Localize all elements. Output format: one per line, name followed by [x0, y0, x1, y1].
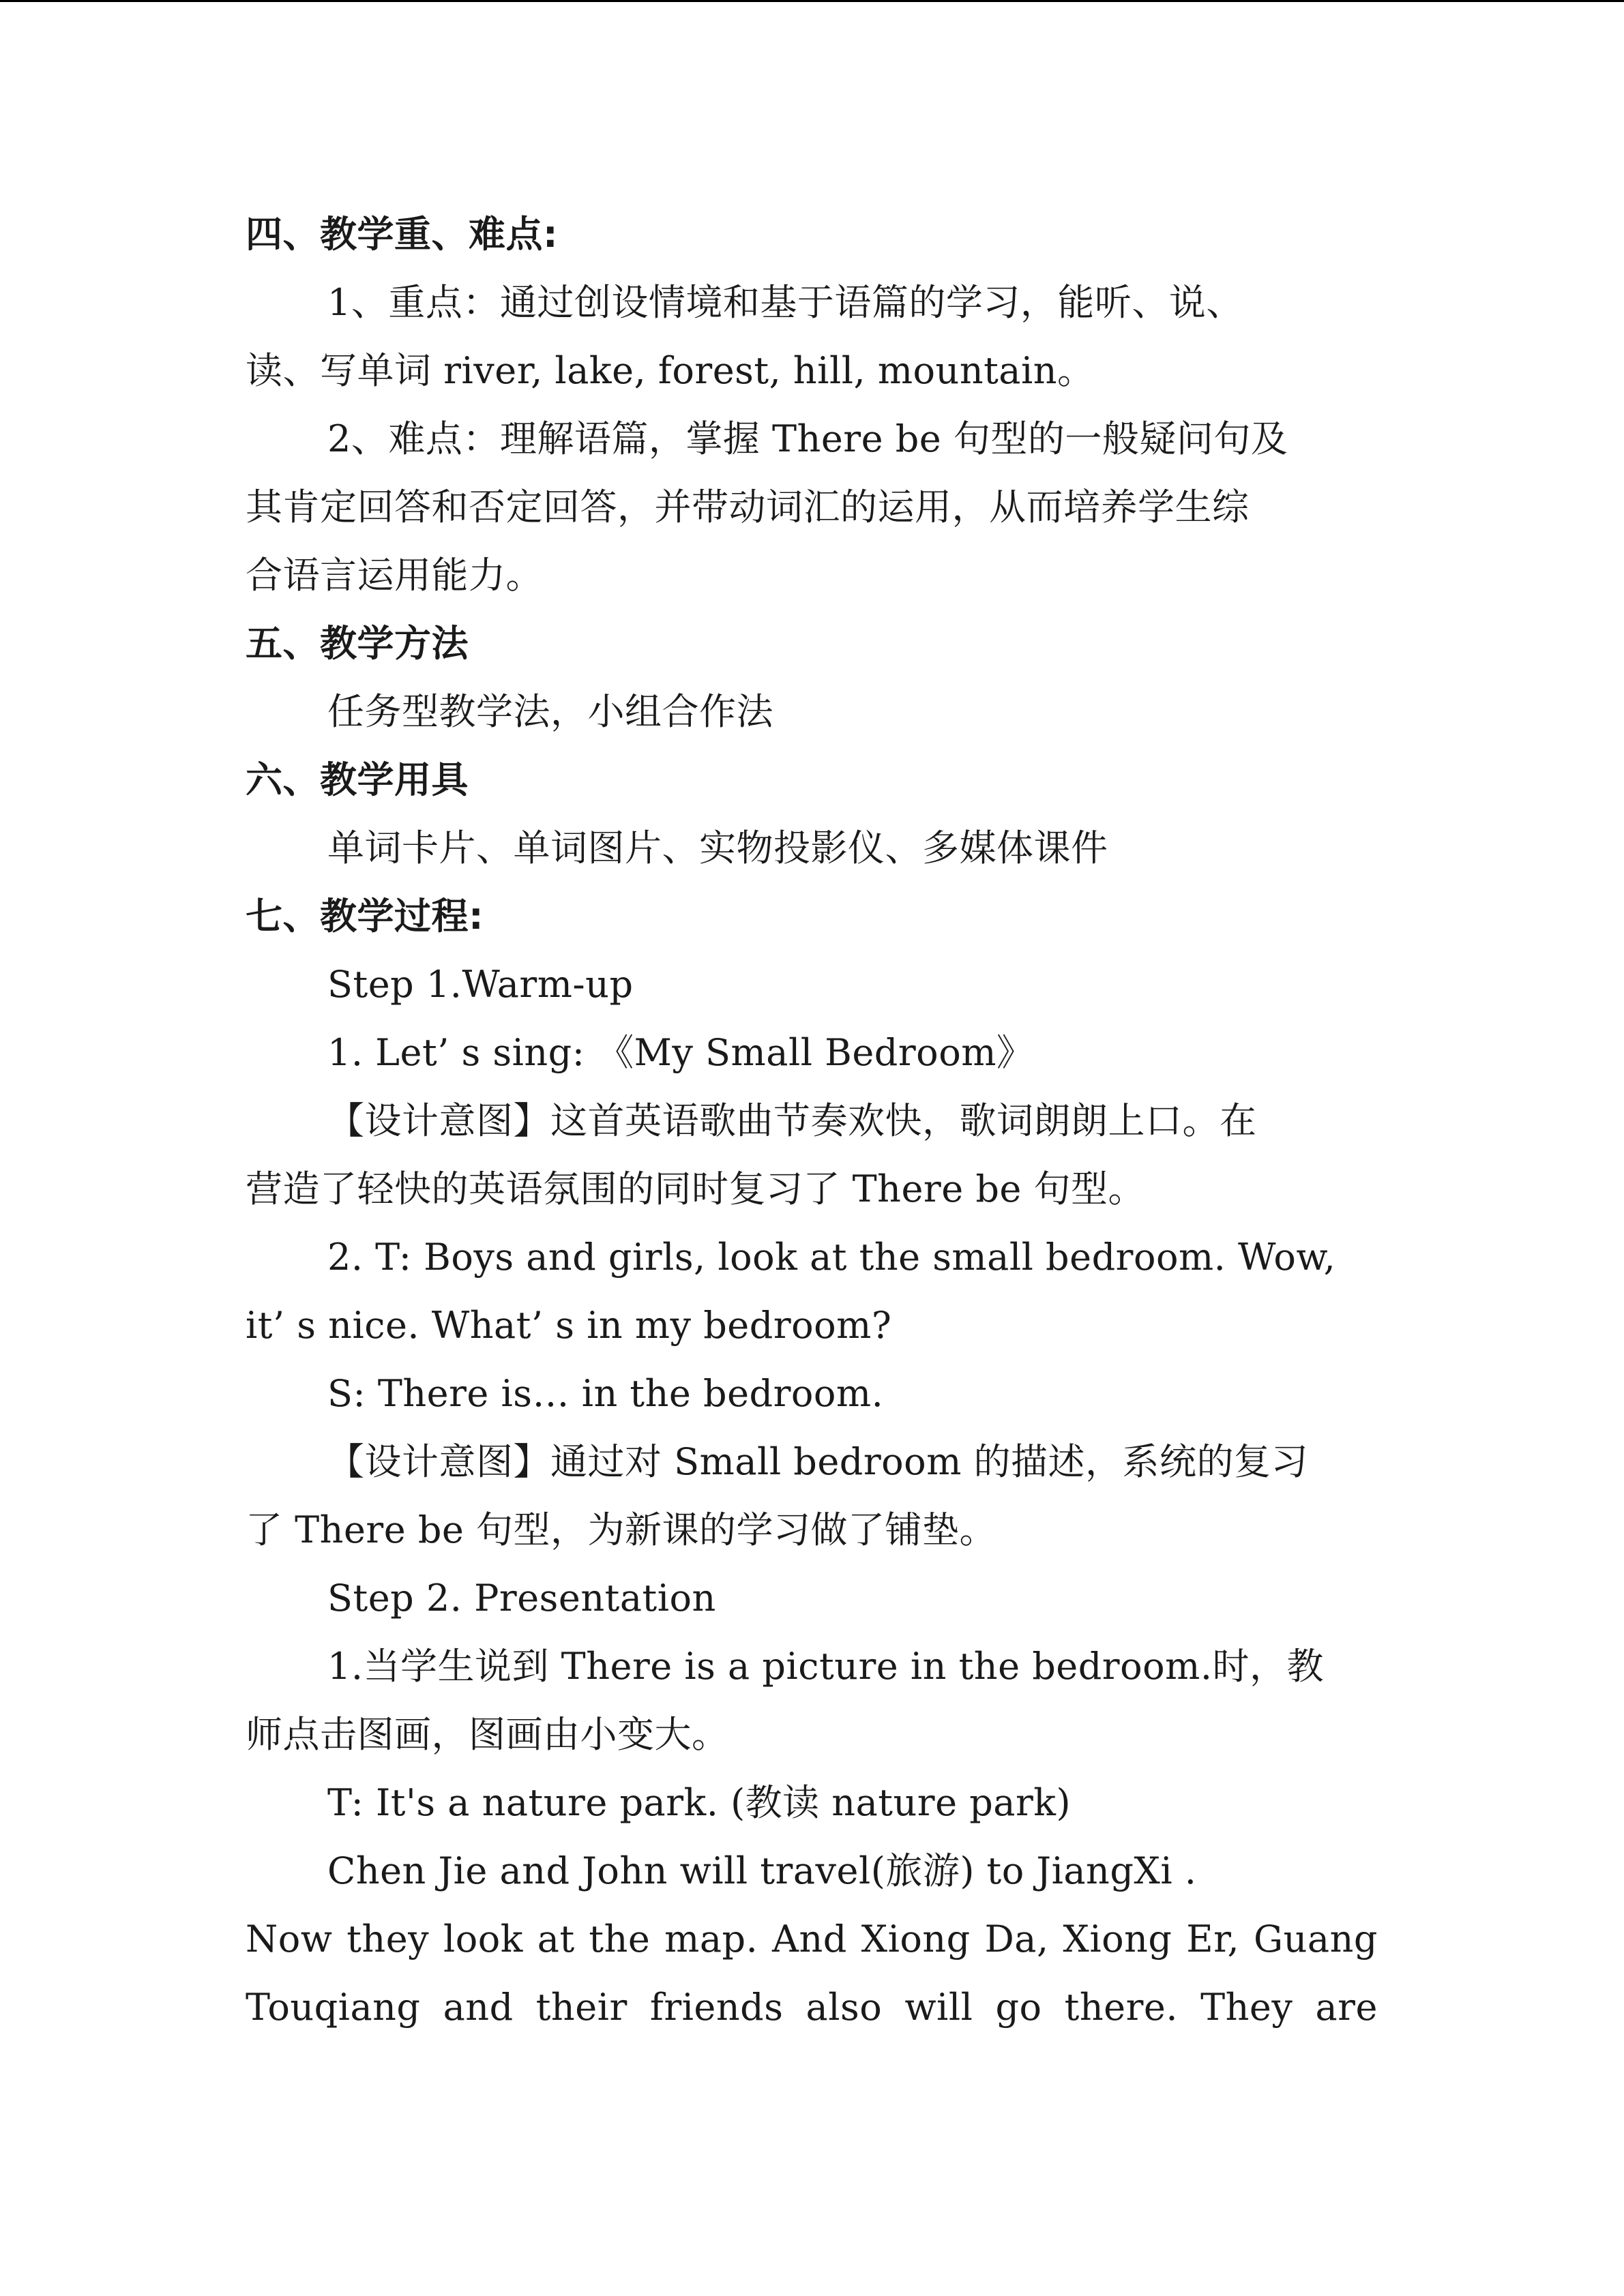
step-1-item-2-line-2: it’ s nice. What’ s in my bedroom? — [246, 1304, 892, 1347]
word: look — [443, 1918, 523, 1960]
word: map. — [664, 1918, 758, 1960]
teaching-aids-text: 单词卡片、单词图片、实物投影仪、多媒体课件 — [327, 826, 1108, 869]
word: are — [1315, 1986, 1378, 2029]
design-intent-1-line-2: 营造了轻快的英语氛围的同时复习了 There be 句型。 — [246, 1167, 1146, 1210]
word: Xiong — [861, 1918, 971, 1960]
document-body — [246, 200, 1378, 2042]
word: Guang — [1253, 1918, 1378, 1960]
key-point-line-2: 读、写单词 river, lake, forest, hill, mountain。 — [246, 349, 1095, 392]
design-intent-2-line-1: 【设计意图】通过对 Small bedroom 的描述，系统的复习 — [327, 1440, 1309, 1483]
step-2-title: Step 2. Presentation — [327, 1577, 716, 1620]
word: Xiong — [1063, 1918, 1172, 1960]
word: and — [443, 1986, 514, 2029]
teaching-method-text: 任务型教学法，小组合作法 — [327, 690, 773, 733]
step-1-title: Step 1.Warm-up — [327, 963, 634, 1006]
section-6-heading: 六、教学用具 — [246, 758, 469, 801]
student-response: S: There is… in the bedroom. — [327, 1372, 884, 1415]
step-1-item-2-line-1: 2. T: Boys and girls, look at the small bedroom. Wow, — [327, 1236, 1336, 1279]
step-2-item-1-line-2: 师点击图画，图画由小变大。 — [246, 1713, 729, 1756]
section-5-heading: 五、教学方法 — [246, 622, 469, 665]
word: their — [535, 1986, 628, 2029]
word: friends — [649, 1986, 784, 2029]
word: they — [346, 1918, 430, 1960]
paragraph-line-3 — [246, 1973, 1378, 2042]
step-1-item-1: 1. Let’ s sing: 《My Small Bedroom》 — [327, 1031, 1034, 1074]
difficult-point-line-1: 2、难点：理解语篇，掌握 There be 句型的一般疑问句及 — [327, 417, 1288, 460]
word: They — [1200, 1986, 1293, 2029]
word: also — [806, 1986, 883, 2029]
word: Touqiang — [246, 1986, 421, 2029]
word: Da, — [984, 1918, 1049, 1960]
word: there. — [1064, 1986, 1179, 2029]
word: Now — [246, 1918, 333, 1960]
word: go — [995, 1986, 1042, 2029]
difficult-point-line-3: 合语言运用能力。 — [246, 554, 543, 597]
word: And — [772, 1918, 847, 1960]
section-7-heading: 七、教学过程: — [246, 895, 484, 938]
word: Er, — [1186, 1918, 1240, 1960]
paragraph-line-2 — [246, 1905, 1378, 1973]
section-4-heading: 四、教学重、难点: — [246, 213, 559, 256]
paragraph-line-1: Chen Jie and John will travel(旅游) to JiangXi . — [327, 1849, 1197, 1892]
key-point-line-1: 1、重点：通过创设情境和基于语篇的学习，能听、说、 — [327, 281, 1243, 324]
word: at — [537, 1918, 575, 1960]
word: the — [589, 1918, 651, 1960]
step-2-item-1-line-1: 1.当学生说到 There is a picture in the bedroom.时，教 — [327, 1645, 1324, 1688]
design-intent-1-line-1: 【设计意图】这首英语歌曲节奏欢快，歌词朗朗上口。在 — [327, 1099, 1257, 1142]
teacher-line: T: It's a nature park. (教读 nature park) — [327, 1781, 1072, 1824]
word: will — [904, 1986, 973, 2029]
difficult-point-line-2: 其肯定回答和否定回答，并带动词汇的运用，从而培养学生综 — [246, 486, 1250, 528]
design-intent-2-line-2: 了 There be 句型，为新课的学习做了铺垫。 — [246, 1508, 997, 1551]
